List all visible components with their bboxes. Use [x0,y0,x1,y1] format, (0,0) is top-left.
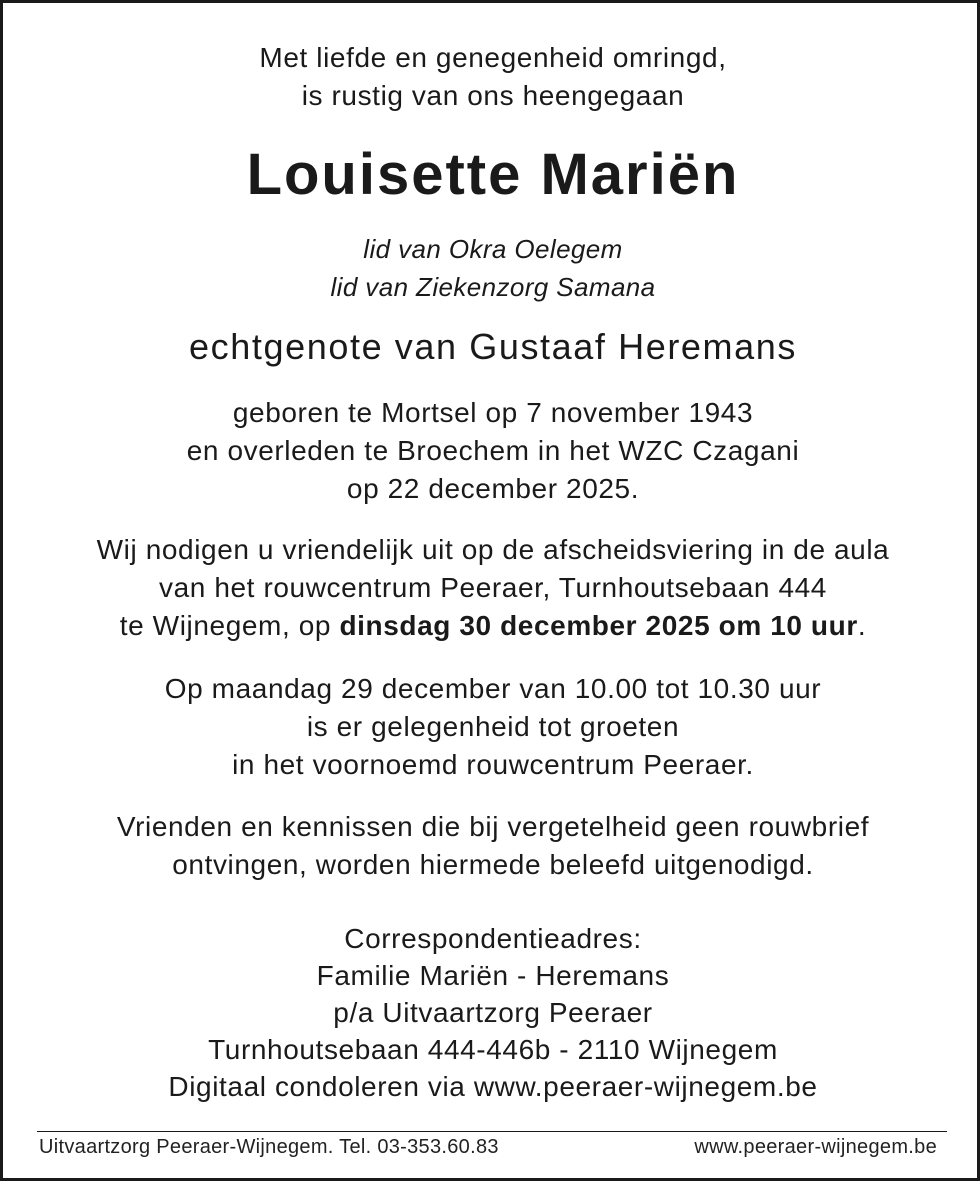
birth-death-line-3: op 22 december 2025. [346,473,640,504]
spouse-line: echtgenote van Gustaaf Heremans [189,326,797,367]
ceremony-line-3-suffix: . [857,610,867,641]
visitation-line-1: Op maandag 29 december van 10.00 tot 10.30 uur [164,673,822,704]
membership-line-1: lid van Okra Oelegem [363,234,623,264]
ceremony-line-2: van het rouwcentrum Peeraer, Turnhoutsebaan 444 [159,572,827,603]
ceremony-line-3-prefix: te Wijnegem, op [119,610,340,641]
footer-funeral-home: Uitvaartzorg Peeraer-Wijnegem. Tel. 03-353.60.83 [39,1136,499,1158]
birth-death-line-1: geboren te Mortsel op 7 november 1943 [232,397,754,428]
intro-line-1: Met liefde en genegenheid omringd, [259,42,727,73]
friends-note-line-2: ontvingen, worden hiermede beleefd uitgenodigd. [172,849,814,880]
correspondence-family: Familie Mariën - Heremans [316,960,670,991]
footer-website: www.peeraer-wijnegem.be [694,1136,937,1158]
visitation-line-3: in het voornoemd rouwcentrum Peeraer. [232,749,754,780]
birth-death-line-2: en overleden te Broechem in het WZC Czagani [186,435,800,466]
ceremony-line-3 [3,610,980,642]
ceremony-line-1: Wij nodigen u vriendelijk uit op de afscheidsviering in de aula [96,534,890,565]
correspondence-address: Turnhoutsebaan 444-446b - 2110 Wijnegem [208,1034,778,1065]
correspondence-heading: Correspondentieadres: [344,923,642,954]
ceremony-date-time: dinsdag 30 december 2025 om 10 uur [339,610,858,641]
correspondence-care-of: p/a Uitvaartzorg Peeraer [333,997,653,1028]
footer-divider [37,1131,947,1132]
membership-line-2: lid van Ziekenzorg Samana [330,272,656,302]
friends-note-line-1: Vrienden en kennissen die bij vergetelheid geen rouwbrief [116,811,870,842]
visitation-line-2: is er gelegenheid tot groeten [306,711,680,742]
correspondence-condolence: Digitaal condoleren via www.peeraer-wijnegem.be [168,1071,818,1102]
deceased-name: Louisette Mariën [246,142,740,207]
intro-line-2: is rustig van ons heengegaan [301,80,685,111]
